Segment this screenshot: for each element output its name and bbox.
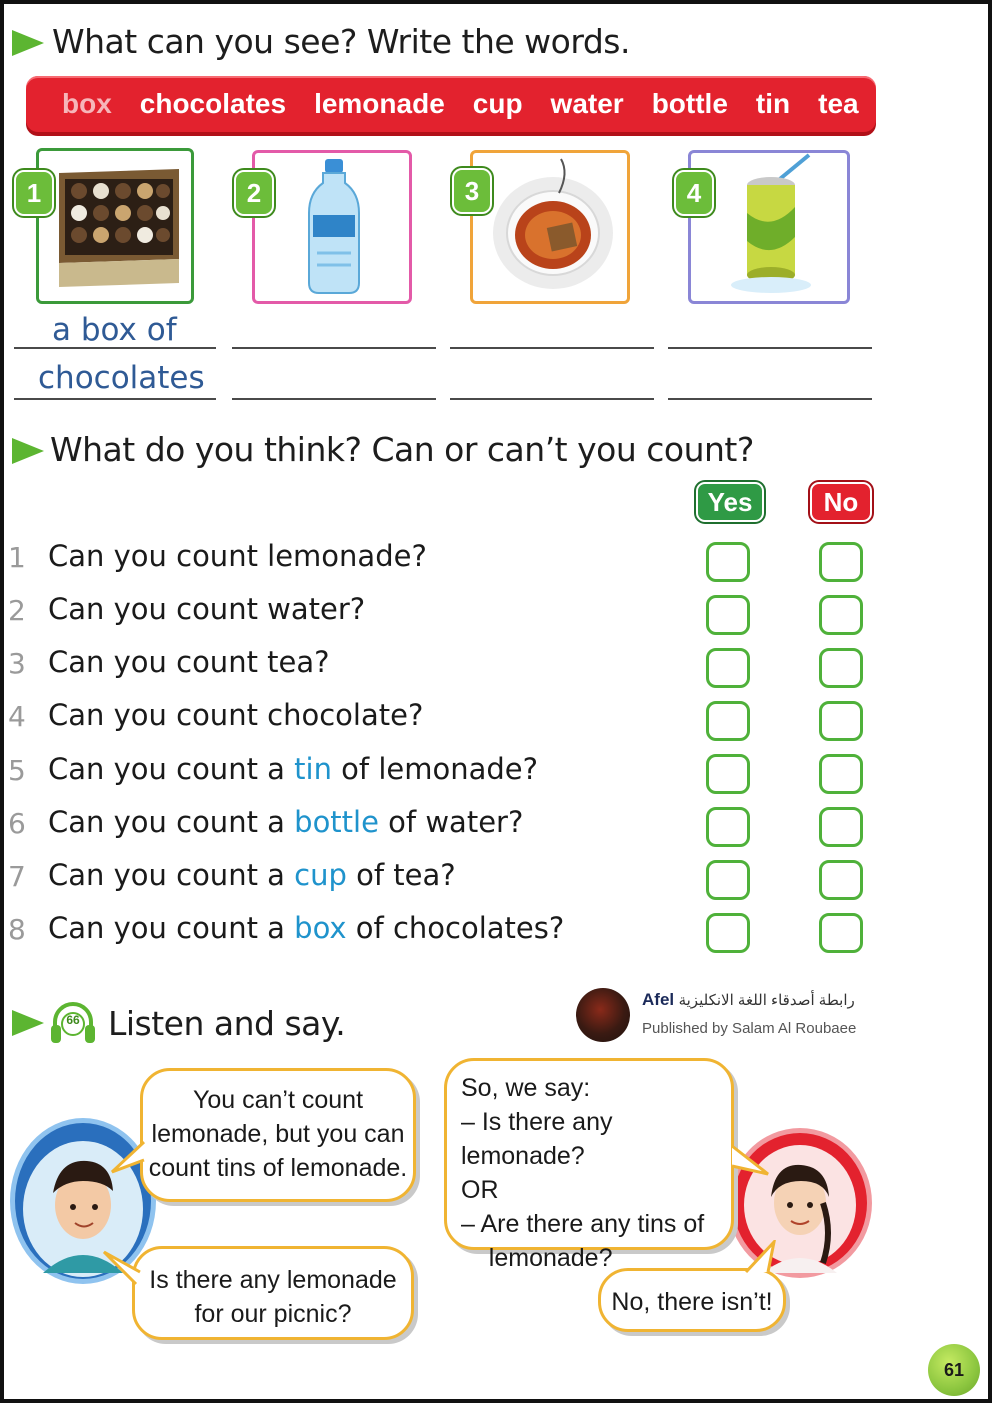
no-checkbox[interactable] — [819, 542, 863, 582]
speech-bubble-tail — [108, 1140, 148, 1176]
word-bank-item: lemonade — [314, 88, 445, 119]
audio-headphones-icon[interactable] — [48, 998, 98, 1048]
question-text: Can you count chocolate? — [48, 698, 424, 732]
picture-number-badge: 4 — [674, 170, 714, 216]
answer-line[interactable] — [450, 347, 654, 349]
speech-bubble-boy-2 — [132, 1246, 414, 1340]
section2-heading: What do you think? Can or can’t you count? — [50, 430, 754, 469]
no-checkbox[interactable] — [819, 595, 863, 635]
bubble-line: for our picnic? — [194, 1300, 352, 1328]
answer-line[interactable] — [232, 347, 436, 349]
question-text: Can you count a bottle of water? — [48, 805, 524, 839]
water-bottle-image — [255, 153, 409, 301]
question-number: 6 — [8, 807, 26, 840]
section-arrow-icon — [12, 438, 44, 464]
watermark-title — [642, 990, 855, 1010]
yes-checkbox[interactable] — [706, 807, 750, 847]
page-number-badge — [928, 1344, 980, 1396]
example-answer-line2: chocolates — [38, 360, 205, 396]
question-text: Can you count a tin of lemonade? — [48, 752, 539, 786]
speech-bubble-tail — [744, 1240, 784, 1274]
yes-checkbox[interactable] — [706, 860, 750, 900]
speech-bubble-girl-1 — [444, 1058, 734, 1272]
question-number: 4 — [8, 700, 26, 733]
yes-checkbox[interactable] — [706, 754, 750, 794]
speech-bubble-tail — [728, 1144, 772, 1184]
word-bank-item: water — [550, 88, 624, 119]
picture-frame-4 — [688, 150, 850, 304]
question-text: Can you count a box of chocolates? — [48, 911, 565, 945]
word-bank-item: tea — [818, 88, 859, 119]
track-number: 66 — [66, 1013, 80, 1027]
no-checkbox[interactable] — [819, 860, 863, 900]
watermark-publisher: Published by Salam Al Roubaee — [642, 1020, 857, 1037]
question-number: 8 — [8, 913, 26, 946]
picture-number-badge: 3 — [452, 168, 492, 214]
picture-frame-1 — [36, 148, 194, 304]
cup-of-tea-image — [473, 153, 627, 301]
question-text: Can you count tea? — [48, 645, 330, 679]
word-bank-item: cup — [472, 88, 523, 119]
question-number: 1 — [8, 541, 26, 574]
watermark-arabic: رابطة أصدقاء اللغة الانكليزية — [678, 992, 855, 1009]
section-arrow-icon — [12, 1010, 44, 1036]
answer-line[interactable] — [232, 398, 436, 400]
bubble-line: lemonade, but you can — [151, 1120, 405, 1148]
example-answer-line1: a box of — [52, 312, 177, 348]
bubble-line: – Is there any lemonade? — [461, 1108, 613, 1170]
yes-checkbox[interactable] — [706, 701, 750, 741]
speech-bubble-boy-1 — [140, 1068, 416, 1202]
no-column-label: No — [810, 482, 872, 522]
box-of-chocolates-image — [39, 151, 191, 301]
bubble-line: – Are there any tins of — [461, 1210, 705, 1238]
no-checkbox[interactable] — [819, 807, 863, 847]
yes-checkbox[interactable] — [706, 913, 750, 953]
no-checkbox[interactable] — [819, 913, 863, 953]
picture-number-badge: 2 — [234, 170, 274, 216]
section1-heading: What can you see? Write the words. — [52, 22, 630, 61]
answer-line — [14, 398, 216, 400]
yes-checkbox[interactable] — [706, 595, 750, 635]
question-text: Can you count a cup of tea? — [48, 858, 456, 892]
bubble-line: count tins of lemonade. — [148, 1154, 408, 1182]
page-number: 61 — [943, 1359, 965, 1380]
publisher-avatar — [576, 988, 630, 1042]
question-number: 2 — [8, 594, 26, 627]
bubble-line: No, there isn’t! — [611, 1288, 773, 1316]
speech-bubble-tail — [100, 1246, 142, 1286]
bubble-line: lemonade? — [461, 1244, 613, 1272]
word-bank-item: box — [62, 88, 112, 119]
answer-line[interactable] — [668, 347, 872, 349]
speech-bubble-girl-2 — [598, 1268, 786, 1332]
bubble-line: You can’t count — [192, 1086, 364, 1114]
tin-of-lemonade-image — [691, 153, 847, 301]
question-number: 5 — [8, 754, 26, 787]
no-checkbox[interactable] — [819, 648, 863, 688]
picture-frame-2 — [252, 150, 412, 304]
section-arrow-icon — [12, 30, 44, 56]
watermark-brand: Afel — [642, 990, 675, 1009]
answer-line[interactable] — [668, 398, 872, 400]
bubble-line: OR — [461, 1176, 499, 1204]
section3-heading: Listen and say. — [108, 1004, 346, 1043]
no-checkbox[interactable] — [819, 701, 863, 741]
bubble-line: So, we say: — [461, 1074, 591, 1102]
bubble-line: Is there any lemonade — [149, 1266, 397, 1294]
word-bank-item: bottle — [651, 88, 728, 119]
answer-line[interactable] — [450, 398, 654, 400]
yes-checkbox[interactable] — [706, 648, 750, 688]
question-text: Can you count water? — [48, 592, 366, 626]
yes-checkbox[interactable] — [706, 542, 750, 582]
yes-column-label: Yes — [696, 482, 764, 522]
question-number: 3 — [8, 647, 26, 680]
picture-frame-3 — [470, 150, 630, 304]
answer-line — [14, 347, 216, 349]
word-bank — [26, 76, 876, 132]
word-bank-item: chocolates — [139, 88, 287, 119]
question-number: 7 — [8, 860, 26, 893]
no-checkbox[interactable] — [819, 754, 863, 794]
question-text: Can you count lemonade? — [48, 539, 427, 573]
word-bank-item: tin — [755, 88, 791, 119]
picture-number-badge: 1 — [14, 170, 54, 216]
